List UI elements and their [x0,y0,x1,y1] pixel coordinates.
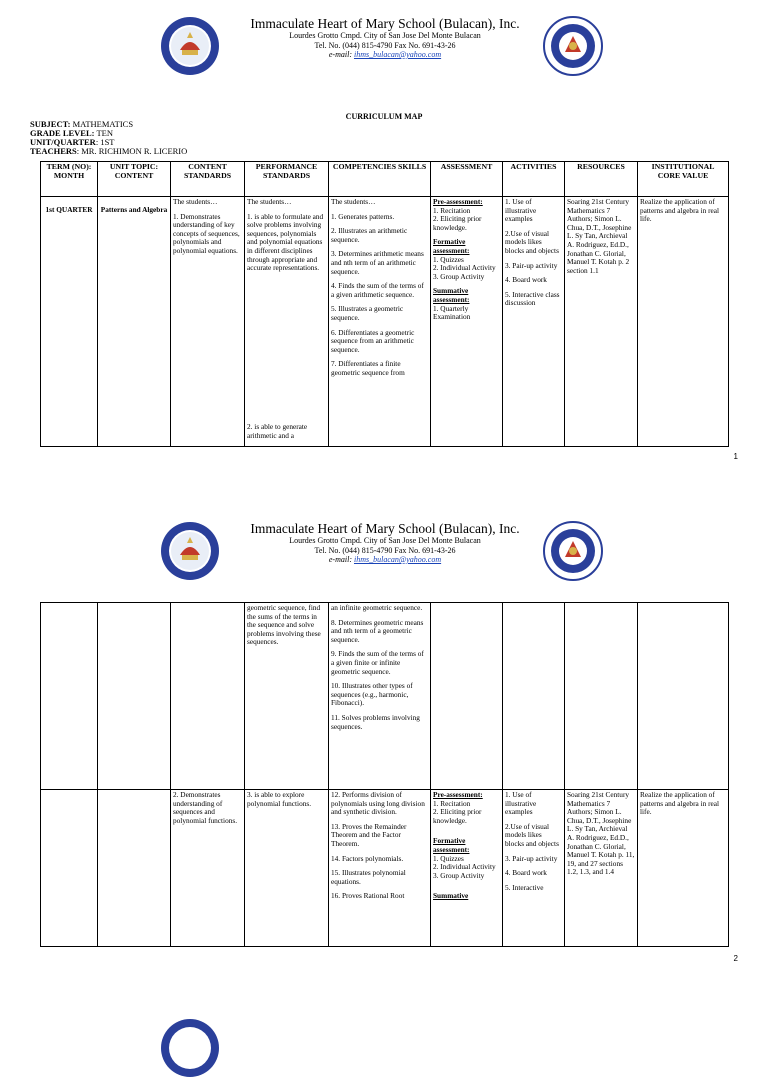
topic-cell [98,603,171,790]
pre-assessment-items: 1. Recitation 2. Eliciting prior knowledge. [433,798,482,825]
pre-assessment-label: Pre-assessment: [433,197,483,206]
competency-item: 12. Performs division of polynomials using long division and synthetic division. [331,790,425,817]
competency-item: 4. Finds the sum of the terms of a given arithmetic sequence. [331,281,424,299]
assessment-cell [431,197,503,447]
letterhead-text [220,16,550,60]
column-header: ASSESSMENT [431,162,503,197]
activity-item: 5. Interactive class discussion [505,289,560,308]
term-cell [41,603,98,790]
letterhead-text [220,521,550,565]
deped-seal-logo [543,16,603,76]
email-label: e-mail: [328,50,354,59]
email-label: e-mail: [328,555,354,564]
school-phone: Tel. No. (044) 815-4790 Fax No. 691-43-26 [314,40,456,50]
school-seal-logo [160,521,220,581]
competency-item: 1. Generates patterns. [331,211,395,221]
column-header: ACTIVITIES [503,162,565,197]
competency-item: 6. Differentiates a geometric sequence from an arithmetic sequence. [331,327,415,354]
activity-item: 2.Use of visual models likes blocks and objects [505,228,559,255]
competencies-cell [329,197,431,447]
competency-item: 10. Illustrates other types of sequences (e.g., harmonic, Fibonacci). [331,681,413,708]
competencies-intro: The students… [331,197,376,206]
topic-text: Patterns and Algebra [100,205,168,214]
resources-cell: Soaring 21st Century Mathematics 7 Authors; Simon L. Chua, D.T., Josephine L. Sy Tan, Archieval A. Rodriguez, Ed.D., Jonathan C. Glorial, Manuel T. Kotah p. 2 section 1.1 [565,197,638,447]
pre-assessment-label: Pre-assessment: [433,790,483,799]
email-link[interactable]: ihms_bulacan@yahoo.com [353,50,442,59]
core-value-cell: Realize the application of patterns and algebra in real life. [638,197,729,447]
term-text: 1st QUARTER [45,205,93,214]
document-meta [30,120,187,156]
performance-standard-1: 1. is able to formulate and solve problems involving sequences, polynomials and polynomial equations in different disciplines through appropriate and accurate representations. [247,211,324,273]
school-seal-logo [160,1018,220,1078]
activities-cell [503,197,565,447]
column-header: UNIT TOPIC: CONTENT [98,162,171,197]
competency-item: 14. Factors polynomials. [331,853,404,863]
curriculum-map-title: CURRICULUM MAP [345,112,423,121]
competency-item: 5. Illustrates a geometric sequence. [331,304,404,322]
deped-seal-logo [543,521,603,581]
activity-item: 5. Interactive [505,882,544,892]
term-cell [41,197,98,447]
page-number: 2 [733,954,738,963]
performance-standard-2: 2. is able to generate arithmetic and a [247,422,308,440]
content-standards-cell [171,197,245,447]
topic-cell [98,790,171,947]
topic-cell [98,197,171,447]
meta-teacher: TEACHERS: MR. RICHIMON R. LICERIO [30,146,188,156]
column-header: INSTITUTIONAL CORE VALUE [638,162,729,197]
content-standards-cell [171,603,245,790]
document-page-3 [0,980,768,1024]
competency-item: 3. Determines arithmetic means and nth term of an arithmetic sequence. [331,249,424,276]
activity-item: 1. Use of illustrative examples [505,790,537,817]
column-header: TERM (NO): MONTH [41,162,98,197]
content-standards-cell: 2. Demonstrates understanding of sequences and polynomial functions. [171,790,245,947]
assessment-cell [431,790,503,947]
resources-cell: Soaring 21st Century Mathematics 7 Authors; Simon L. Chua, D.T., Josephine L. Sy Tan, Archieval A. Rodriguez, Ed.D., Jonathan C. Glorial, Manuel T. Kotah p. 11, 19, and 27 sections 1.2, 1.3, and 1.4 [565,790,638,947]
school-address: Lourdes Grotto Cmpd. City of San Jose Del Monte Bulacan [289,536,481,545]
competency-item: 2. Illustrates an arithmetic sequence. [331,226,408,244]
resources-cell [565,603,638,790]
competencies-cell [329,603,431,790]
school-name: Immaculate Heart of Mary School (Bulacan), Inc. [250,521,520,536]
summative-assessment-items: 1. Quarterly Examination [433,303,471,322]
performance-standards-cell [245,197,329,447]
summative-assessment-label: Summative [433,891,469,901]
term-cell [41,790,98,947]
competency-item: an infinite geometric sequence. [331,603,423,612]
meta-grade: GRADE LEVEL: TEN [30,128,113,138]
activities-cell [503,790,565,947]
competency-item: 7. Differentiates a finite geometric sequence from [331,359,405,377]
activity-item: 1. Use of illustrative examples [505,197,537,224]
pre-assessment-items: 1. Recitation 2. Eliciting prior knowledge. [433,205,482,232]
performance-intro: The students… [247,197,292,206]
activities-cell [503,603,565,790]
formative-assessment-items: 1. Quizzes 2. Individual Activity 3. Group Activity [433,853,496,880]
email-link[interactable]: ihms_bulacan@yahoo.com [353,555,442,564]
content-standard-1: 1. Demonstrates understanding of key concepts of sequences, polynomials and polynomial equations. [173,211,240,255]
competency-item: 15. Illustrates polynomial equations. [331,868,406,886]
meta-subject: SUBJECT: MATHEMATICS [30,119,134,129]
column-header: RESOURCES [565,162,638,197]
school-name: Immaculate Heart of Mary School (Bulacan), Inc. [250,16,520,31]
competency-item: 9. Finds the sum of the terms of a given finite or infinite geometric sequence. [331,649,424,676]
school-seal-logo [160,16,220,76]
activity-item: 2.Use of visual models likes blocks and objects [505,821,559,848]
school-email [220,555,550,565]
activity-item: 4. Board work [505,275,547,285]
page-number: 1 [733,452,738,461]
competency-item: 16. Proves Rational Root [331,891,405,901]
performance-standards-cell: geometric sequence, find the sums of the terms in the sequence and solve problems involving these sequences. [245,603,329,790]
performance-standards-cell: 3. is able to explore polynomial functions. [245,790,329,947]
document-page-1 [0,0,768,470]
core-value-cell [638,603,729,790]
column-header: COMPETENCIES SKILLS [329,162,431,197]
competency-item: 11. Solves problems involving sequences. [331,712,420,731]
column-header: CONTENT STANDARDS [171,162,245,197]
table-row [41,603,729,790]
letterhead [0,519,768,589]
table-row [41,197,729,447]
core-value-cell: Realize the application of patterns and algebra in real life. [638,790,729,947]
formative-assessment-label: Formative assessment: [433,237,470,255]
column-header: PERFORMANCE STANDARDS [245,162,329,197]
table-row [41,790,729,947]
activity-item: 4. Board work [505,868,547,878]
formative-assessment-items: 1. Quizzes 2. Individual Activity 3. Group Activity [433,254,496,281]
school-phone: Tel. No. (044) 815-4790 Fax No. 691-43-26 [314,545,456,555]
school-address: Lourdes Grotto Cmpd. City of San Jose Del Monte Bulacan [289,31,481,40]
meta-unit: UNIT/QUARTER: 1ST [30,137,115,147]
assessment-cell [431,603,503,790]
activity-item: 3. Pair-up activity [505,853,558,863]
formative-assessment-label: Formative assessment: [433,836,470,854]
content-intro: The students… [173,197,218,206]
curriculum-table-page-2 [40,602,729,947]
summative-assessment-label: Summative assessment: [433,286,470,304]
curriculum-table-page-1 [40,161,729,447]
activity-item: 3. Pair-up activity [505,260,558,270]
school-email [220,50,550,60]
competency-item: 8. Determines geometric means and nth term of a geometric sequence. [331,617,424,644]
letterhead [0,14,768,84]
competency-item: 13. Proves the Remainder Theorem and the Factor Theorem. [331,821,407,848]
competencies-cell [329,790,431,947]
table-header-row [41,162,729,197]
document-page-2 [0,470,768,980]
